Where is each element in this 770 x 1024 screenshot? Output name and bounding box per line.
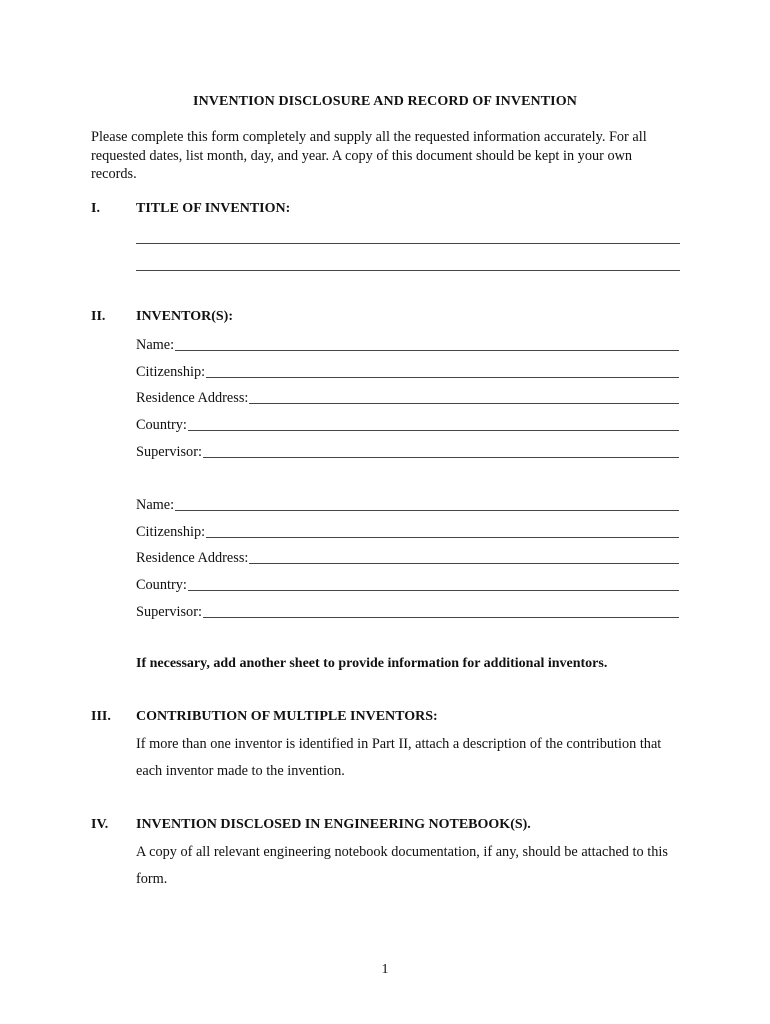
inventor-1-country-field[interactable]: [136, 414, 679, 434]
inventor-1-citizenship-field[interactable]: [136, 361, 679, 381]
inventor-2-residence-field[interactable]: [136, 547, 679, 567]
inventor-2-supervisor-field[interactable]: [136, 601, 679, 621]
form-title: INVENTION DISCLOSURE AND RECORD OF INVENTION: [193, 94, 577, 109]
supervisor-input-line[interactable]: [203, 457, 679, 458]
inventor-1-name-field[interactable]: [136, 334, 679, 354]
section-4-body: A copy of all relevant engineering notebook documentation, if any, should be attached to this form.: [136, 844, 668, 887]
inventor-2-citizenship-field[interactable]: [136, 521, 679, 541]
supervisor-label: Supervisor:: [136, 444, 202, 460]
intro-paragraph: Please complete this form completely and supply all the requested information accurately. For all requested dates, list month, day, and year. A copy of this document should be kept in your own records.: [91, 129, 647, 182]
additional-inventors-note: If necessary, add another sheet to provide information for additional inventors.: [136, 656, 608, 671]
citizenship-label: Citizenship:: [136, 524, 206, 540]
residence-label: Residence Address:: [136, 550, 249, 566]
inventor-1-residence-field[interactable]: [136, 387, 679, 407]
section-2-heading: INVENTOR(S):: [136, 309, 233, 324]
section-2-number: II.: [91, 309, 106, 324]
residence-input-line[interactable]: [249, 563, 679, 564]
name-input-line[interactable]: [175, 510, 679, 511]
section-1-number: I.: [91, 201, 100, 216]
section-1-heading: TITLE OF INVENTION:: [136, 201, 291, 216]
country-input-line[interactable]: [188, 590, 679, 591]
title-input-line-2[interactable]: [136, 270, 680, 271]
citizenship-label: Citizenship:: [136, 364, 206, 380]
page-number: 1: [381, 962, 389, 977]
inventor-2-name-field[interactable]: [136, 494, 679, 514]
country-input-line[interactable]: [188, 430, 679, 431]
supervisor-label: Supervisor:: [136, 604, 202, 620]
section-3-heading: CONTRIBUTION OF MULTIPLE INVENTORS:: [136, 709, 438, 724]
citizenship-input-line[interactable]: [206, 537, 679, 538]
country-label: Country:: [136, 417, 187, 433]
title-input-line-1[interactable]: [136, 243, 680, 244]
name-label: Name:: [136, 337, 175, 353]
country-label: Country:: [136, 577, 187, 593]
inventor-1-supervisor-field[interactable]: [136, 441, 679, 461]
supervisor-input-line[interactable]: [203, 617, 679, 618]
residence-label: Residence Address:: [136, 390, 249, 406]
section-4-number: IV.: [91, 817, 109, 832]
name-input-line[interactable]: [175, 350, 679, 351]
inventor-2-country-field[interactable]: [136, 574, 679, 594]
residence-input-line[interactable]: [249, 403, 679, 404]
section-3-body: If more than one inventor is identified in Part II, attach a description of the contribution that each inventor made to the invention.: [136, 736, 662, 779]
section-3-number: III.: [91, 709, 111, 724]
citizenship-input-line[interactable]: [206, 377, 679, 378]
name-label: Name:: [136, 497, 175, 513]
section-4-heading: INVENTION DISCLOSED IN ENGINEERING NOTEBOOK(S).: [136, 817, 531, 832]
